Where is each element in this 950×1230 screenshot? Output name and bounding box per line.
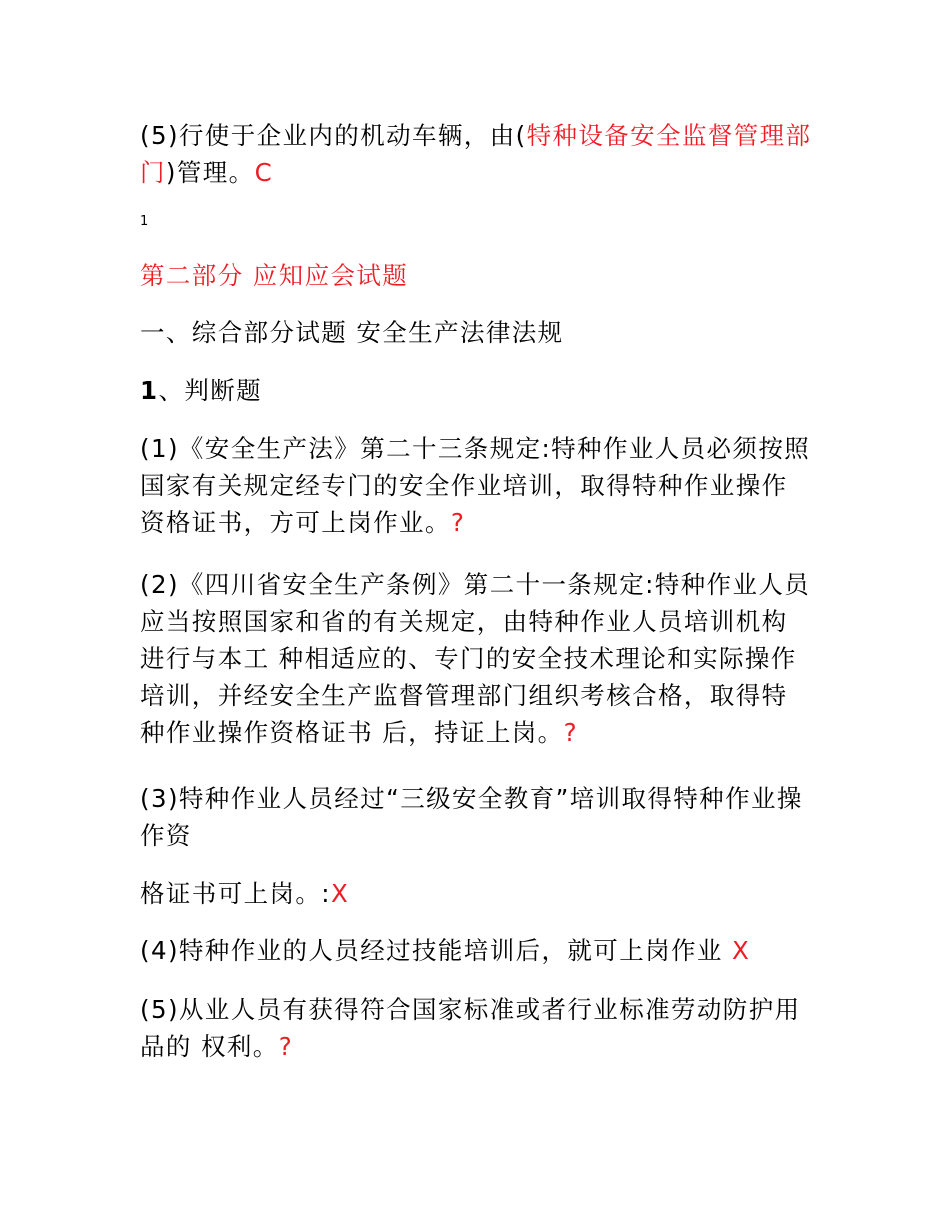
question-item-3 bbox=[140, 780, 812, 854]
question-item-2 bbox=[140, 566, 812, 751]
section-heading: 一、综合部分试题 安全生产法律法规 bbox=[140, 318, 564, 347]
page-number: 1 bbox=[140, 214, 149, 229]
subsection-heading bbox=[140, 372, 812, 409]
question-text: (2)《四川省安全生产条例》第二十一条规定:特种作业人员应当按照国家和省的有关规定，由特种作业人员培训机构进行与本工 种相适应的、专门的安全技术理论和实际操作培训，并经安全生产监督管理部门组织考核合格，取得特种作业操作资格证书 后，持证上岗。 bbox=[140, 570, 811, 747]
question-item-1 bbox=[140, 430, 812, 541]
question-item-3-continued bbox=[140, 875, 812, 912]
answer-mark: ? bbox=[450, 508, 466, 537]
part-heading: 第二部分 应知应会试题 bbox=[140, 261, 409, 290]
question-5-top bbox=[140, 117, 812, 191]
subsection-title: 、判断题 bbox=[158, 376, 263, 405]
question-text: (1)《安全生产法》第二十三条规定:特种作业人员必须按照国家有关规定经专门的安全作业培训，取得特种作业操作资格证书，方可上岗作业。 bbox=[140, 434, 811, 537]
question-text: (5)行使于企业内的机动车辆，由( bbox=[140, 121, 527, 150]
answer-mark: X bbox=[732, 936, 751, 965]
answer-mark: C bbox=[254, 158, 274, 187]
answer-mark: ? bbox=[278, 1032, 294, 1061]
subsection-number: 1 bbox=[140, 376, 159, 405]
question-text: (5)从业人员有获得符合国家标准或者行业标准劳动防护用品的 权利。 bbox=[140, 995, 801, 1061]
answer-mark: ? bbox=[563, 718, 578, 747]
question-text: (4)特种作业的人员经过技能培训后，就可上岗作业 bbox=[140, 936, 732, 965]
answer-mark: X bbox=[330, 879, 350, 908]
question-text: (3)特种作业人员经过“三级安全教育”培训取得特种作业操作资 bbox=[140, 784, 803, 850]
question-text: 格证书可上岗。: bbox=[140, 879, 331, 908]
question-item-5 bbox=[140, 991, 812, 1065]
question-item-4 bbox=[140, 932, 812, 969]
question-text-suffix: )管理。 bbox=[165, 158, 255, 187]
highlighted-answer: 特种设备安全监督管理部门 bbox=[140, 121, 812, 187]
